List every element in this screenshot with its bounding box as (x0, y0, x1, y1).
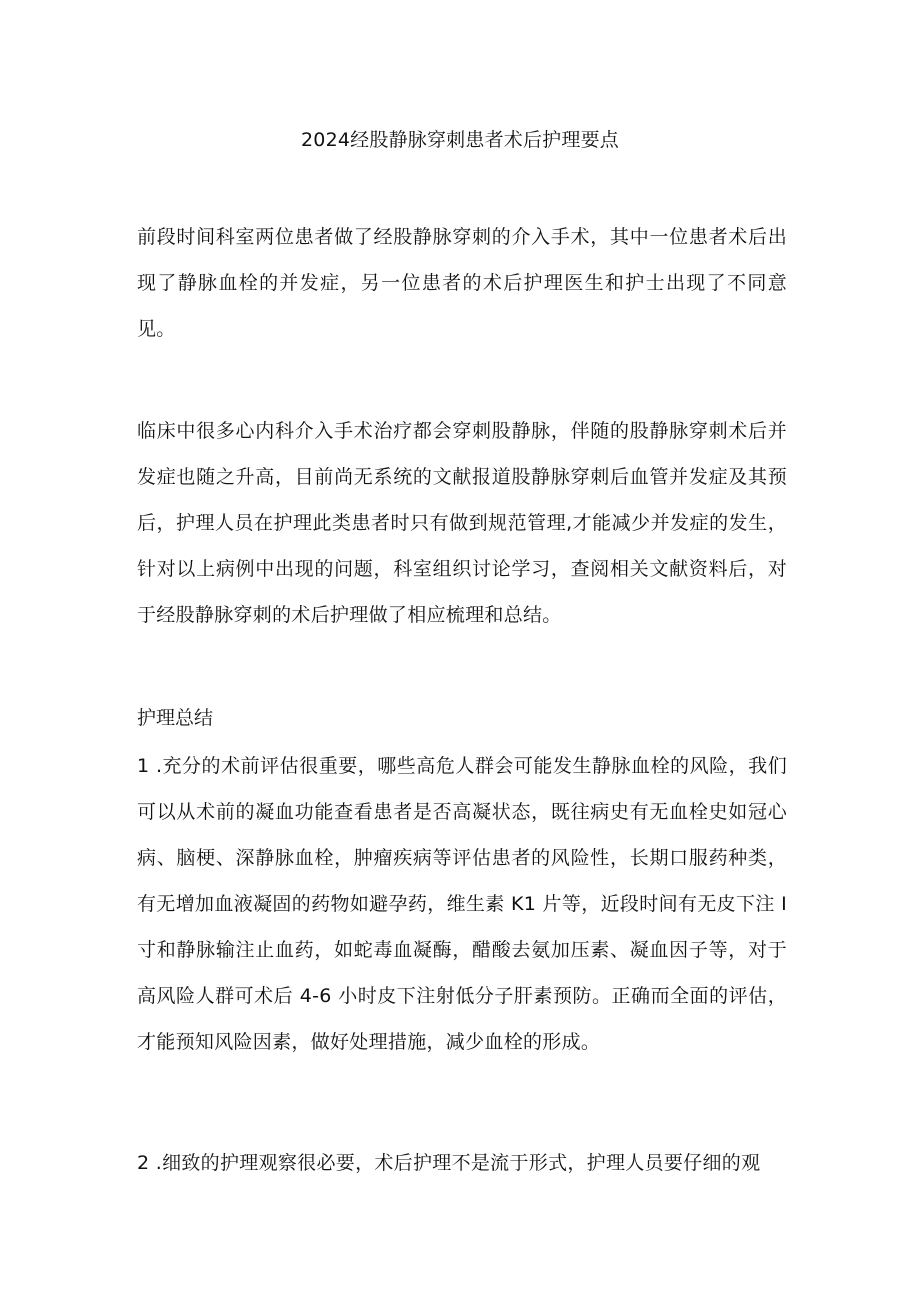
intro-paragraph: 前段时间科室两位患者做了经股静脉穿刺的介入手术，其中一位患者术后出现了静脉血栓的并发症，另一位患者的术后护理医生和护士出现了不同意见。 (137, 226, 787, 340)
summary-point-2: 2 .细致的护理观察很必要，术后护理不是流于形式，护理人员要仔细的观 (137, 1152, 761, 1174)
background-paragraph: 临床中很多心内科介入手术治疗都会穿刺股静脉，伴随的股静脉穿刺术后并发症也随之升高，目前尚无系统的文献报道股静脉穿刺后血管并发症及其预后，护理人员在护理此类患者时只有做到规范管理,才能减少并发症的发生，针对以上病例中出现的问题，科室组织讨论学习，查阅相关文献资料后，对于经股静脉穿刺的术后护理做了相应梳理和总结。 (137, 420, 787, 626)
summary-point-1: 1 .充分的术前评估很重要，哪些高危人群会可能发生静脉血栓的风险，我们可以从术前的凝血功能查看患者是否高凝状态，既往病史有无血栓史如冠心病、脑梗、深静脉血栓，肿瘤疾病等评估患者的风险性，长期口服药种类，有无增加血液凝固的药物如避孕药，维生素 K1 片等，近段时间有无皮下注 I 寸和静脉输注止血药，如蛇毒血凝酶，醋酸去氨加压素、凝血因子等，对于高风险人群可术后 4-6 小时皮下注射低分子肝素预防。正确而全面的评估，才能预知风险因素，做好处理措施，减少血栓的形成。 (137, 755, 787, 1053)
document-title: 2024经股静脉穿刺患者术后护理要点 (301, 129, 619, 151)
summary-heading: 护理总结 (137, 707, 214, 729)
